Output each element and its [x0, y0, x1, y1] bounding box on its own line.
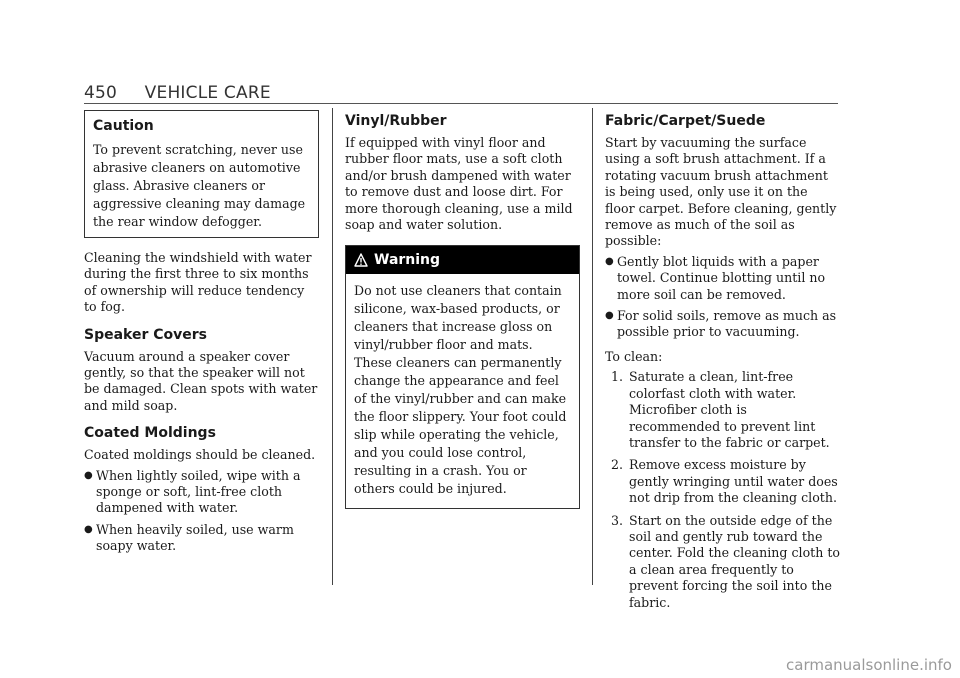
step-item — [611, 457, 840, 506]
list-item — [84, 522, 319, 555]
column-3 — [605, 110, 840, 617]
step-item — [611, 369, 840, 451]
vinyl-rubber-heading: Vinyl/Rubber — [345, 113, 447, 129]
list-item — [605, 308, 840, 341]
cleaning-steps-list — [605, 369, 840, 611]
coated-moldings-heading: Coated Moldings — [84, 425, 216, 442]
warning-title: Warning — [374, 252, 441, 269]
warning-triangle-icon — [354, 253, 368, 267]
fabric-bullet-list — [605, 254, 840, 341]
coated-moldings-list — [84, 468, 319, 555]
bullet-icon: ● — [605, 310, 614, 322]
bullet-icon: ● — [605, 255, 614, 267]
speaker-covers-paragraph: Vacuum around a speaker cover gently, so that the speaker will not be damaged. Clean spots with water and mild soap. — [84, 348, 318, 413]
list-item-text: Gently blot liquids with a paper towel. Continue blotting until no more soil can be removed. — [617, 253, 826, 302]
list-item-text: When lightly soiled, wipe with a sponge or soft, lint-free cloth dampened with water. — [96, 467, 301, 516]
page-number: 450 — [84, 83, 118, 103]
list-item — [605, 254, 840, 303]
column-divider-2 — [592, 108, 593, 585]
list-item-text: For solid soils, remove as much as possible prior to vacuuming. — [617, 308, 837, 340]
windshield-paragraph: Cleaning the windshield with water during the first three to six months of ownership will reduce tendency to fog. — [84, 250, 312, 315]
warning-header — [346, 246, 579, 274]
bullet-icon: ● — [84, 523, 93, 535]
column-divider-1 — [332, 108, 333, 585]
coated-moldings-intro: Coated moldings should be cleaned. — [84, 447, 316, 463]
step-text: Saturate a clean, lint-free colorfast cloth with water. Microfiber cloth is recommended to prevent lint transfer to the fabric or carpet. — [629, 369, 830, 450]
to-clean-label: To clean: — [605, 348, 663, 364]
bullet-icon: ● — [84, 469, 93, 481]
step-text: Remove excess moisture by gently wringing until water does not drip from the cleaning cloth. — [629, 457, 838, 506]
step-number: 2. — [611, 457, 624, 473]
step-number: 1. — [611, 369, 624, 385]
list-item — [84, 468, 319, 517]
column-1 — [84, 110, 319, 563]
page-header — [84, 83, 838, 103]
step-number: 3. — [611, 512, 624, 528]
list-item-text: When heavily soiled, use warm soapy water. — [96, 521, 294, 554]
warning-text: Do not use cleaners that contain silicone, wax-based products, or cleaners that increase gloss on vinyl/rubber floor and mats. These cleaners can permanently change the appearance and feel of the vinyl/rubber and can make the floor slippery. Your foot could slip while operating the vehicle, and you could lose control, resulting in a crash. You or others could be injured. — [354, 283, 567, 497]
fabric-carpet-suede-heading: Fabric/Carpet/Suede — [605, 113, 766, 129]
fabric-intro-paragraph: Start by vacuuming the surface using a soft brush attachment. If a rotating vacuum brush attachment is being used, only use it on the floor carpet. Before cleaning, gently remove as much of the soil as possible: — [605, 135, 837, 249]
step-item — [611, 513, 840, 611]
column-2 — [345, 110, 580, 509]
warning-box — [345, 245, 580, 509]
section-title: VEHICLE CARE — [144, 83, 271, 103]
speaker-covers-heading: Speaker Covers — [84, 326, 208, 343]
watermark: carmanualsonline.info — [786, 656, 952, 674]
caution-text: To prevent scratching, never use abrasive cleaners on automotive glass. Abrasive cleaners or aggressive cleaning may damage the rear window defogger. — [93, 142, 306, 229]
caution-title: Caution — [93, 118, 154, 134]
step-text: Start on the outside edge of the soil and gently rub toward the center. Fold the cleaning cloth to a clean area frequently to prevent forcing the soil into the fabric. — [629, 512, 840, 610]
vinyl-rubber-paragraph: If equipped with vinyl floor and rubber floor mats, use a soft cloth and/or brush dampened with water to remove dust and loose dirt. For more thorough cleaning, use a mild soap and water solution. — [345, 135, 573, 233]
caution-box — [84, 110, 319, 238]
header-rule — [84, 103, 838, 104]
